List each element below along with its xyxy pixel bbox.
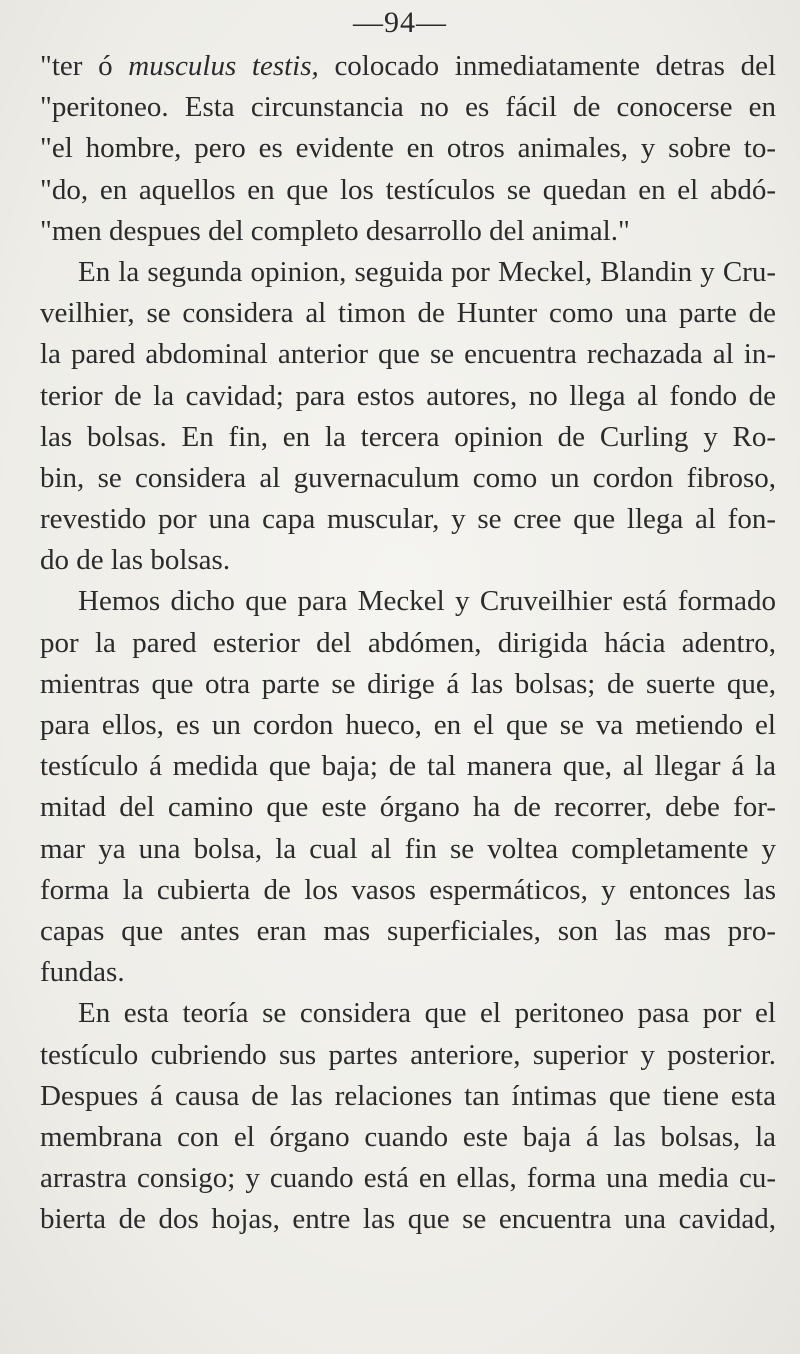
text-segment: do de las bolsas. [40,544,231,577]
text-segment: la pared abdominal anterior que se encuentra rechazada al in- [40,338,776,371]
text-segment: bin, se considera al guvernaculum como un cordon fibroso, [40,461,776,494]
page-number: —94— [353,6,447,39]
text-line [40,252,776,293]
text-line [40,746,776,787]
paragraph [40,46,776,252]
text-line [40,87,776,128]
text-segment: Hemos dicho que para Meckel y Cruveilhier está formado [78,585,776,618]
text-segment: veilhier, se considera al timon de Hunter como una parte de [40,297,776,330]
text-line [40,664,776,705]
text-line [40,787,776,828]
text-segment: arrastra consigo; y cuando está en ellas, forma una media cu- [40,1162,776,1195]
text-line [40,1076,776,1117]
text-line [40,952,776,993]
text-segment: "ter ó [40,50,129,82]
text-line [40,829,776,870]
text-line [40,417,776,458]
text-segment: "peritoneo. Esta circunstancia no es fácil de conocerse en [40,91,776,124]
body-text [40,46,776,1240]
text-line [40,1035,776,1076]
text-line [40,540,776,581]
text-line [40,993,776,1034]
text-segment: para ellos, es un cordon hueco, en el que se va metiendo el [40,709,776,741]
text-segment: Despues á causa de las relaciones tan íntimas que tiene esta [40,1079,776,1112]
text-segment: terior de la cavidad; para estos autores, no llega al fondo de [40,379,776,412]
text-line [40,334,776,375]
text-line [40,1117,776,1158]
text-segment: fundas. [40,956,125,989]
text-segment: bierta de dos hojas, entre las que se encuentra una cavidad, [40,1203,776,1236]
text-segment: mitad del camino que este órgano ha de recorrer, debe for- [40,791,776,824]
text-line [40,705,776,746]
text-line [40,293,776,334]
text-line [40,458,776,499]
text-segment: por la pared esterior del abdómen, dirigida hácia adentro, [40,626,776,659]
text-segment: capas que antes eran mas superficiales, son las mas pro- [40,914,776,947]
text-segment: forma la cubierta de los vasos espermáticos, y entonces las [40,873,776,906]
text-segment: testículo cubriendo sus partes anteriore, superior y posterior. [40,1038,776,1071]
text-segment: "el hombre, pero es evidente en otros animales, y sobre to- [40,132,776,165]
text-line [40,211,776,252]
text-line [40,376,776,417]
text-segment: mientras que otra parte se dirige á las bolsas; de suerte que, [40,667,776,700]
paragraph [40,581,776,993]
paragraph [40,993,776,1240]
text-segment: En la segunda opinion, seguida por Meckel, Blandin y Cru- [78,255,776,288]
italic-term: musculus testis, [128,50,319,82]
text-segment: membrana con el órgano cuando este baja á las bolsas, la [40,1120,776,1153]
text-line [40,1199,776,1240]
text-line [40,499,776,540]
text-segment: testículo á medida que baja; de tal manera que, al llegar á la [40,750,776,783]
text-segment: "do, en aquellos en que los testículos se quedan en el abdó- [40,173,776,206]
text-line [40,870,776,911]
text-segment: mar ya una bolsa, la cual al fin se voltea completamente y [40,832,776,865]
text-segment: En esta teoría se considera que el peritoneo pasa por el [78,997,776,1030]
text-segment: colocado inmediatamente detras del [318,50,776,82]
text-line [40,911,776,952]
text-segment: "men despues del completo desarrollo del animal." [40,214,630,247]
text-line [40,170,776,211]
text-line [40,623,776,664]
paragraph [40,252,776,582]
text-line [40,1158,776,1199]
text-line [40,581,776,622]
text-segment: revestido por una capa muscular, y se cree que llega al fon- [40,503,776,536]
text-segment: las bolsas. En fin, en la tercera opinion de Curling y Ro- [40,420,776,453]
text-line [40,46,776,87]
text-line [40,128,776,169]
